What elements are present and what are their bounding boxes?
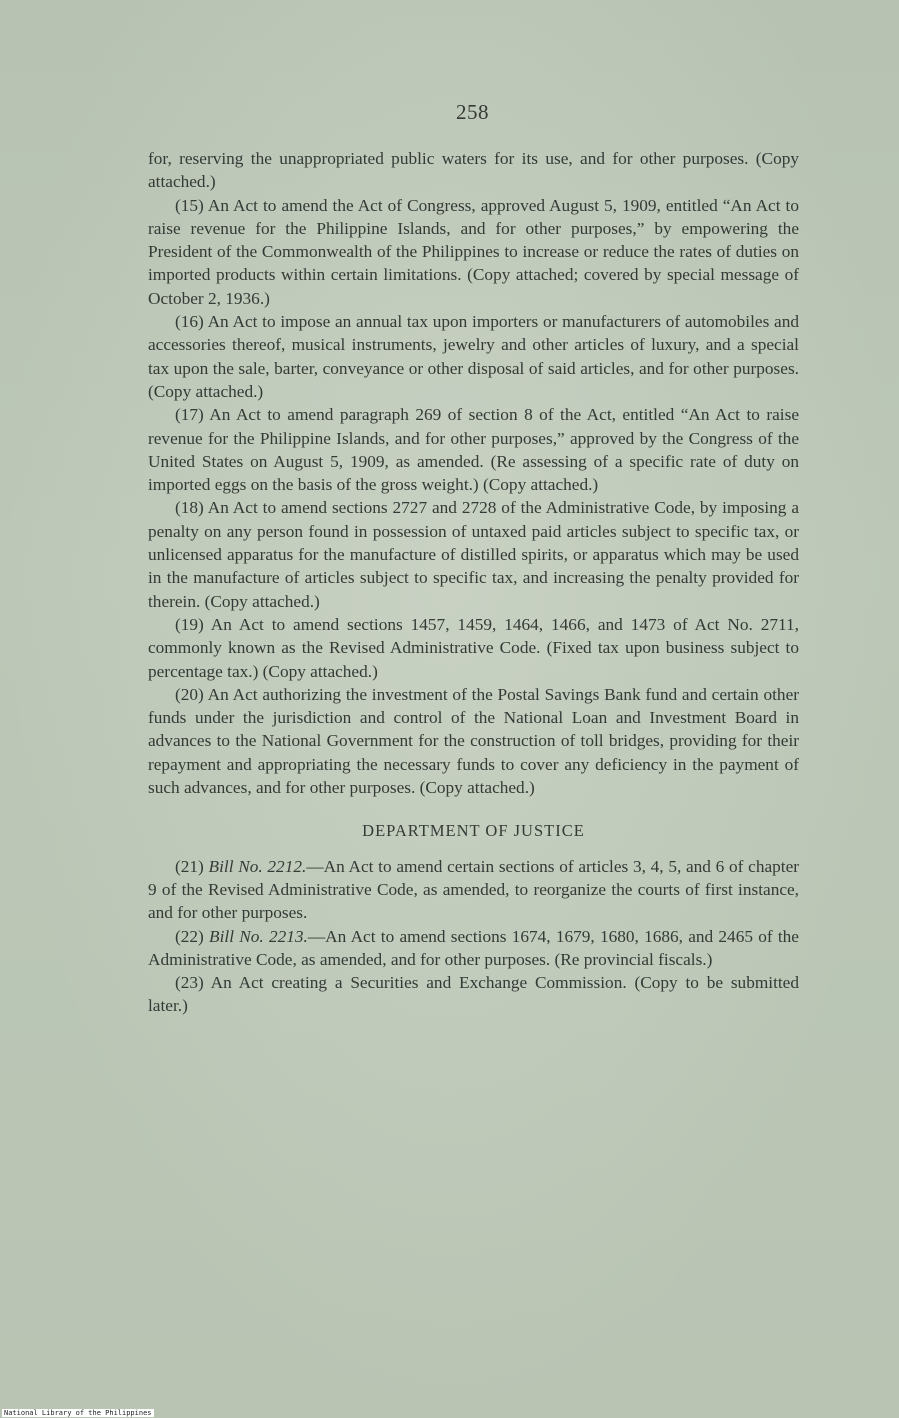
paragraph-item-15: (15) An Act to amend the Act of Congress, approved August 5, 1909, entitled “An Act to raise revenue for the Philippine Islands, and for other purposes,” by empowering the President of the Commonwealth of the Philippines to increase or reduce the rates of duties on imported products within certain limitations. (Copy attached; covered by special message of October 2, 1936.) [148, 195, 799, 308]
bill-reference: Bill No. 2213. [209, 926, 308, 946]
section-heading: DEPARTMENT OF JUSTICE [362, 821, 585, 841]
paragraph-item-16: (16) An Act to impose an annual tax upon importers or manufacturers of automobiles and accessories thereof, musical instruments, jewelry and other articles of luxury, and a special tax upon the sale, barter, conveyance or other disposal of said articles, and for other purposes. (Copy attached.) [148, 312, 799, 401]
paragraph-continuation: for, reserving the unappropriated public waters for its use, and for other purposes. (Copy attached.) [148, 149, 799, 192]
library-footer: National Library of the Philippines [4, 1409, 152, 1417]
paragraph-item-17: (17) An Act to amend paragraph 269 of section 8 of the Act, entitled “An Act to raise revenue for the Philippine Islands, and for other purposes,” approved by the Congress of the United States on August 5, 1909, as amended. (Re assessing of a specific rate of duty on imported eggs on the basis of the gross weight.) (Copy attached.) [148, 405, 799, 495]
paragraph-item-23 [148, 971, 799, 1018]
paragraph-item-20: (20) An Act authorizing the investment of the Postal Savings Bank fund and certain other funds under the jurisdiction and control of the National Loan and Investment Board in advances to the National Government for the construction of toll bridges, providing for their repayment and appropriating the necessary funds to cover any deficiency in the payment of such advances, and for other purposes. (Copy attached.) [148, 684, 799, 798]
item-text: —An Act to amend certain sections of articles 3, 4, 5, and 6 of chapter 9 of the Revised Administrative Code, as amended, to reorganize the courts of first instance, and for other purposes. [148, 856, 799, 923]
page-number: 258 [456, 100, 489, 124]
item-number: (22) [175, 926, 204, 946]
item-number: (23) [175, 973, 204, 993]
paragraph-item-18: (18) An Act to amend sections 2727 and 2728 of the Administrative Code, by imposing a penalty on any person found in possession of untaxed paid articles subject to specific tax, or unlicensed apparatus for the manufacture of distilled spirits, or apparatus which may be used in the manufacture of articles subject to specific tax, and increasing the penalty provided for therein. (Copy attached.) [148, 498, 799, 611]
document-body [148, 147, 799, 1018]
paragraph-item-19: (19) An Act to amend sections 1457, 1459, 1464, 1466, and 1473 of Act No. 2711, commonly known as the Revised Administrative Code. (Fixed tax upon business subject to percentage tax.) (Copy attached.) [148, 614, 799, 681]
item-number: (21) [175, 856, 204, 876]
item-text: An Act creating a Securities and Exchange Commission. (Copy to be submitted later.) [148, 973, 799, 1016]
paragraph-item-22 [148, 925, 799, 972]
paragraph-item-21 [148, 855, 799, 925]
item-text: —An Act to amend sections 1674, 1679, 1680, 1686, and 2465 of the Administrative Code, as amended, and for other purposes. (Re provincial fiscals.) [148, 926, 799, 969]
bill-reference: Bill No. 2212. [208, 856, 307, 876]
